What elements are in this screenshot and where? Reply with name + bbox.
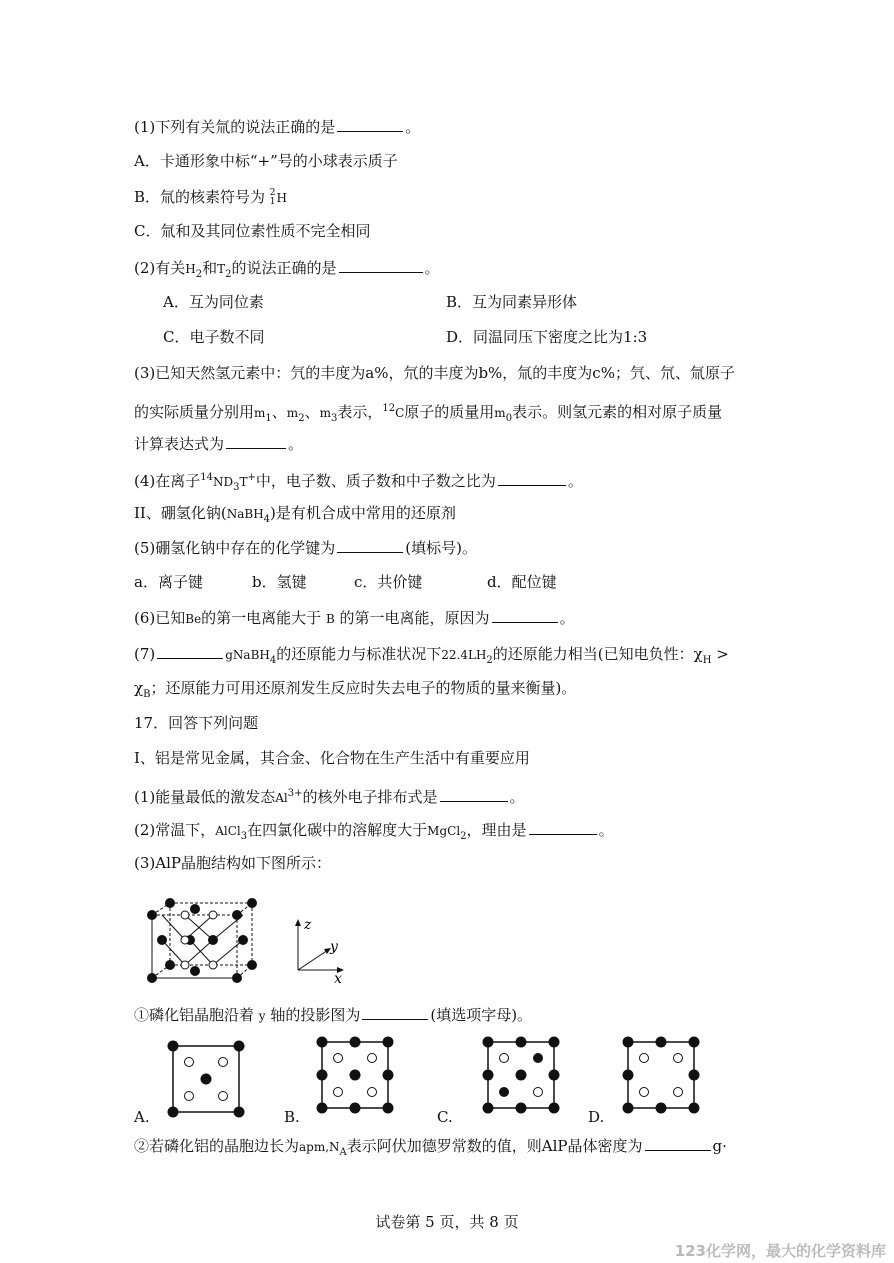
q3-line2: 的实际质量分别用$m_1$、$m_2$、$m_3$表示，$^{12}$C原子的质量用$m_0$表示。则氢元素的相对原子质量 bbox=[134, 403, 723, 424]
answer-blank[interactable] bbox=[645, 1135, 711, 1151]
q1-stem: (1)下列有关氚的说法正确的是 。 bbox=[134, 118, 421, 136]
axis-label-z: z bbox=[304, 917, 312, 933]
q7-line1: (7) gNaBH$_4$的还原能力与标准状况下$22.4LH_2$的还原能力相当(已知电负性：$\chi_H$ > bbox=[134, 645, 729, 666]
q1-option-a: A．卡通形象中标“+”号的小球表示质子 bbox=[134, 152, 398, 170]
q3-line1: (3)已知天然氢元素中：氕的丰度为a%，氘的丰度为b%，氚的丰度为c%；氕、氘、氚原子 bbox=[134, 364, 735, 382]
projection-option-d[interactable] bbox=[618, 1036, 702, 1116]
q5-stem: (5)硼氢化钠中存在的化学键为 (填标号)。 bbox=[134, 539, 477, 557]
page-footer: 试卷第 5 页，共 8 页 bbox=[375, 1213, 519, 1231]
answer-blank[interactable] bbox=[337, 537, 403, 553]
q17-2: (2)常温下，AlCl$_3$在四氯化碳中的溶解度大于MgCl$_2$，理由是 。 bbox=[134, 821, 614, 842]
coordinate-axes-figure bbox=[290, 915, 350, 985]
q2-option-b: B．互为同素异形体 bbox=[446, 293, 578, 311]
q1-option-c: C．氚和及其同位素性质不完全相同 bbox=[134, 222, 371, 240]
alp-unit-cell-figure bbox=[140, 895, 260, 987]
q2-option-a: A．互为同位素 bbox=[163, 293, 264, 311]
q17-1: (1)能量最低的激发态$Al^{3+}$的核外电子排布式是 。 bbox=[134, 788, 525, 806]
projection-option-c-label[interactable]: C. bbox=[437, 1108, 453, 1126]
watermark: 123化学网，最大的化学资料库 bbox=[674, 1242, 886, 1260]
projection-option-b[interactable] bbox=[312, 1036, 396, 1116]
q2-option-c: C．电子数不同 bbox=[163, 328, 265, 346]
axis-label-y: y bbox=[330, 939, 338, 955]
answer-blank[interactable] bbox=[339, 257, 423, 273]
section-i: I、铝是常见金属，其合金、化合物在生产生活中有重要应用 bbox=[134, 749, 530, 767]
nuclide-notation: 2 1 bbox=[269, 188, 276, 207]
projection-option-c[interactable] bbox=[478, 1036, 562, 1116]
q1-text: (1)下列有关氚的说法正确的是 bbox=[134, 118, 336, 136]
projection-option-b-label[interactable]: B. bbox=[284, 1108, 300, 1126]
q4-stem: (4)在离子$^{14}ND_3T^+$中，电子数、质子数和中子数之比为 。 bbox=[134, 472, 583, 493]
answer-blank[interactable] bbox=[337, 116, 403, 132]
projection-option-d-label[interactable]: D. bbox=[588, 1108, 605, 1126]
q2-stem: (2)有关$H_2$和$T_2$的说法正确的是 。 bbox=[134, 259, 440, 280]
q5-option: a．离子键 bbox=[134, 573, 203, 591]
q3-line3: 计算表达式为 。 bbox=[134, 435, 304, 453]
q5-option: d．配位键 bbox=[487, 573, 557, 591]
q1-option-b: B．氚的核素符号为 2 1 H bbox=[134, 188, 287, 207]
answer-blank[interactable] bbox=[157, 643, 223, 659]
q5-option: b．氢键 bbox=[252, 573, 307, 591]
answer-blank[interactable] bbox=[226, 433, 286, 449]
answer-blank[interactable] bbox=[362, 1004, 428, 1020]
q17-3: (3)AlP晶胞结构如下图所示： bbox=[134, 854, 331, 872]
q17-3-2: ②若磷化铝的晶胞边长为$apm,N_A$表示阿伏加德罗常数的值，则AlP晶体密度为 g· bbox=[134, 1137, 727, 1158]
q5-option: c．共价键 bbox=[354, 573, 423, 591]
section-ii: II、硼氢化钠(NaBH$_4$)是有机合成中常用的还原剂 bbox=[134, 504, 456, 525]
answer-blank[interactable] bbox=[492, 607, 558, 623]
projection-option-a-label[interactable]: A. bbox=[134, 1108, 150, 1126]
q17-heading: 17．回答下列问题 bbox=[134, 714, 259, 732]
q6-stem: (6)已知Be的第一电离能大于 B 的第一电离能，原因为 。 bbox=[134, 609, 575, 627]
q17-3-1: ①磷化铝晶胞沿着 y 轴的投影图为 (填选项字母)。 bbox=[134, 1006, 533, 1024]
answer-blank[interactable] bbox=[440, 786, 508, 802]
projection-option-a[interactable] bbox=[163, 1040, 247, 1120]
answer-blank[interactable] bbox=[498, 470, 566, 486]
q2-option-d: D．同温同压下密度之比为1:3 bbox=[446, 328, 648, 346]
axis-label-x: x bbox=[334, 971, 342, 985]
answer-blank[interactable] bbox=[529, 819, 597, 835]
q7-line2: $\chi_B$；还原能力可用还原剂发生反应时失去电子的物质的量来衡量)。 bbox=[134, 679, 577, 700]
